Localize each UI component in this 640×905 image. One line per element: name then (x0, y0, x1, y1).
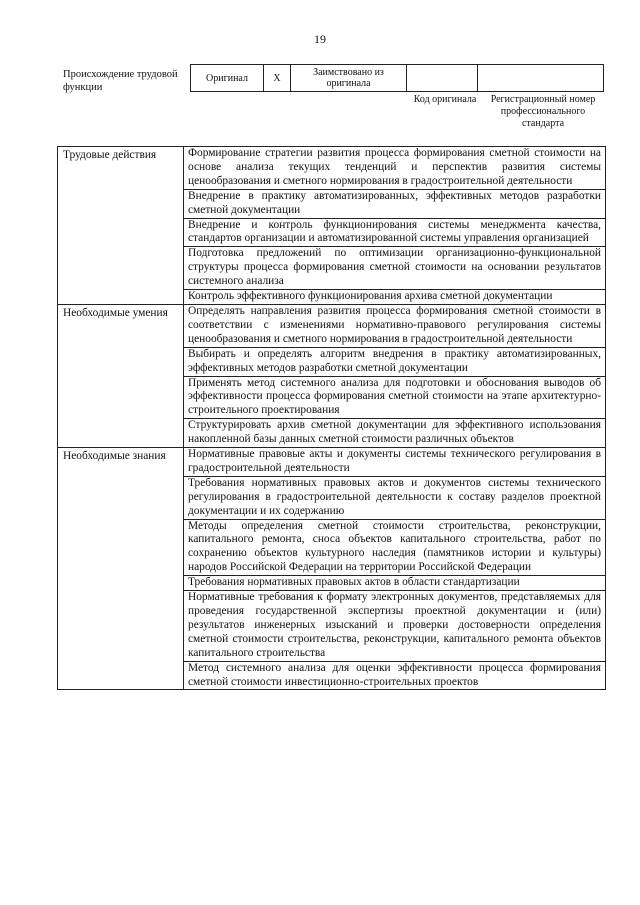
original-cell: Оригинал (191, 65, 264, 92)
section-item: Требования нормативных правовых актов в области стандартизации (184, 576, 606, 591)
function-table (57, 146, 606, 690)
section-item: Структурировать архив сметной документации для эффективного использования накопленной базы данных сметной стоимости различных объектов (184, 419, 606, 448)
section-item: Нормативные правовые акты и документы системы технического регулирования в градостроительной деятельности (184, 448, 606, 477)
page-number: 19 (314, 32, 326, 46)
function-table-body (58, 147, 606, 690)
section-item: Выбирать и определять алгоритм внедрения в практику автоматизированных, эффективных методов разработки сметной документации (184, 347, 606, 376)
section-item: Методы определения сметной стоимости строительства, реконструкции, капитального ремонта, сноса объектов капитального строительства, работ по сохранению объектов культурного наследия (памятников истории и культуры) народов Российской Федерации на территории Российской Федерации (184, 519, 606, 576)
code-caption: Код оригинала (413, 94, 477, 105)
code-cell (407, 65, 478, 92)
origin-label: Происхождение трудовой функции (63, 69, 178, 93)
section-item: Нормативные требования к формату электронных документов, представляемых для проведения государственной экспертизы проектной документации и (или) результатов инженерных изысканий и проверки достоверности определения сметной стоимости строительства, реконструкции, капитального ремонта объектов капитального строительства (184, 591, 606, 662)
table-row (58, 147, 606, 190)
table-row (58, 448, 606, 477)
section-item: Применять метод системного анализа для подготовки и обоснования выводов об эффективности процесса формирования сметной стоимости на этапе архитектурно-строительного проектирования (184, 376, 606, 419)
reg-number-cell (478, 65, 604, 92)
original-mark: X (264, 65, 291, 92)
section-item: Внедрение и контроль функционирования системы менеджмента качества, стандартов организации и автоматизированной системы управления организацией (184, 218, 606, 247)
section-label: Необходимые умения (58, 304, 184, 447)
borrowed-cell: Заимствовано из оригинала (291, 65, 407, 92)
section-item: Определять направления развития процесса формирования сметной стоимости в соответствии с изменениями нормативно-правового регулирования системы ценообразования и сметного нормирования в градостроительной деятельности (184, 304, 606, 347)
origin-table (190, 64, 604, 92)
section-item: Требования нормативных правовых актов и документов системы технического регулирования в градостроительной деятельности к составу разделов проектной документации и их содержанию (184, 476, 606, 519)
section-item: Формирование стратегии развития процесса формирования сметной стоимости на основе анализа текущих тенденций и перспектив развития системы ценообразования и сметного нормирования в градостроительной деятельности (184, 147, 606, 190)
table-row (58, 304, 606, 347)
section-label: Необходимые знания (58, 448, 184, 690)
section-item: Контроль эффективного функционирования архива сметной документации (184, 290, 606, 305)
section-item: Метод системного анализа для оценки эффективности процесса формирования сметной стоимости инвестиционно-строительных проектов (184, 661, 606, 690)
section-item: Внедрение в практику автоматизированных, эффективных методов разработки сметной документации (184, 189, 606, 218)
reg-number-caption: Регистрационный номер профессионального стандарта (490, 94, 596, 129)
section-label: Трудовые действия (58, 147, 184, 305)
section-item: Подготовка предложений по оптимизации организационно-функциональной структуры процесса формирования сметной стоимости на основании результатов системного анализа (184, 247, 606, 290)
